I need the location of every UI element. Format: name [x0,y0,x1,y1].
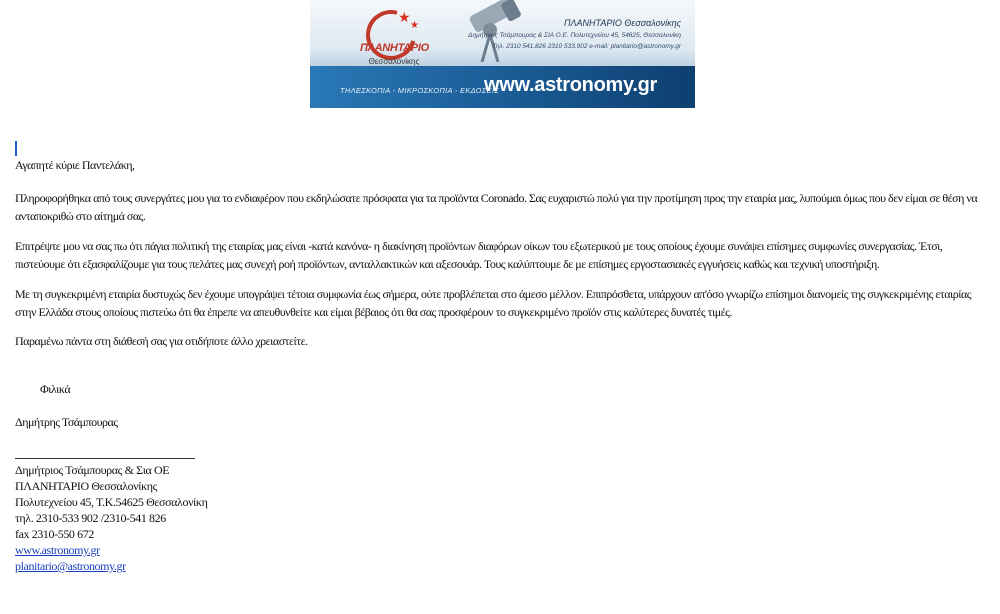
banner-address: Δημήτριος Τσάμπουρας & ΣΙΑ Ο.Ε. Πολυτεχνείου 45, 54625, Θεσσαλονίκη [468,32,681,39]
signature-fax: fax 2310-550 672 [15,527,94,541]
planetarium-logo [354,8,430,78]
website-link[interactable]: www.astronomy.gr [15,543,100,557]
closing: Φιλικά [40,382,71,396]
header-banner [310,0,695,108]
signature-website-row [15,542,100,558]
signature-phone: τηλ. 2310-533 902 /2310-541 826 [15,511,166,525]
paragraph-2: Επιτρέψτε μου να σας πω ότι πάγια πολιτική της εταιρίας μας είναι -κατά κανόνα- η διακίνηση προϊόντων διαφόρων οίκων του εξωτερικού με τους οποίους έχουμε συνάψει επίσημες συμφωνίες συνεργασίας. Έτσι, πιστεύουμε ότι εξασφαλίζουμε για τους πελάτες μας συνεχή ροή προϊόντων, ανταλλακτικών και αξεσουάρ. Τους καλύπτουμε δε με επίσημες εργοστασιακές εγγυήσεις καθώς και τεχνική υποστήριξη. [15,239,943,271]
paragraph-3: Με τη συγκεκριμένη εταιρία δυστυχώς δεν έχουμε υπογράψει τέτοια συμφωνία έως σήμερα, ούτε προβλέπεται στο άμεσο μέλλον. Επιπρόσθετα, υπάρχουν απ'όσο γνωρίζω επίσημοι διανομείς της συγκεκριμένης εταιρίας στην Ελλάδα στους οποίους πιστεύω ότι θα έπρεπε να απευθυνθείτε και είμαι βέβαιος ότι θα σας προσφέρουν το συγκεκριμένο προϊόν στις καλύτερες δυνατές τιμές. [15,287,971,319]
banner-tagline: ΤΗΛΕΣΚΟΠΙΑ - ΜΙΚΡΟΣΚΟΠΙΑ - ΕΚΔΟΣΕΙΣ [340,86,499,95]
banner-url: www.astronomy.gr [483,74,657,96]
signature-divider [15,458,195,459]
banner-contact: Τηλ. 2310 541.826 2310 533.902 e-mail: planitario@astronomy.gr [492,43,681,50]
greeting: Αγαπητέ κύριε Παντελάκη, [15,158,135,172]
logo-subtitle: Θεσσαλονίκης [368,57,420,66]
text-cursor [15,141,17,156]
logo-name: ΠΛΑΝΗΤΑΡΙΟ [360,42,429,54]
star-icon: ★ [410,20,419,31]
banner-title: ΠΛΑΝΗΤΑΡΙΟ Θεσσαλονίκης [564,18,681,28]
sender-name: Δημήτρης Τσάμπουρας [15,415,118,429]
paragraph-4: Παραμένω πάντα στη διάθεσή σας για οτιδήποτε άλλο χρειαστείτε. [15,334,308,348]
email-link[interactable]: planitario@astronomy.gr [15,559,126,573]
paragraph-1: Πληροφορήθηκα από τους συνεργάτες μου για το ενδιαφέρον που εκδηλώσατε πρόσφατα για τα προϊόντα Coronado. Σας ευχαριστώ πολύ για την προτίμηση προς την εταιρία μας, λυπούμαι όμως που δεν είμαι σε θέση να ανταποκριθώ στο αίτημά σας. [15,191,978,223]
signature-shop: ΠΛΑΝΗΤΑΡΙΟ Θεσσαλονίκης [15,479,158,493]
telescope-icon [460,0,530,62]
signature-company: Δημήτριος Τσάμπουρας & Σια ΟΕ [15,463,170,477]
star-icon: ★ [398,10,411,26]
signature-address: Πολυτεχνείου 45, Τ.Κ.54625 Θεσσαλονίκη [15,495,208,509]
signature-email-row [15,558,126,574]
